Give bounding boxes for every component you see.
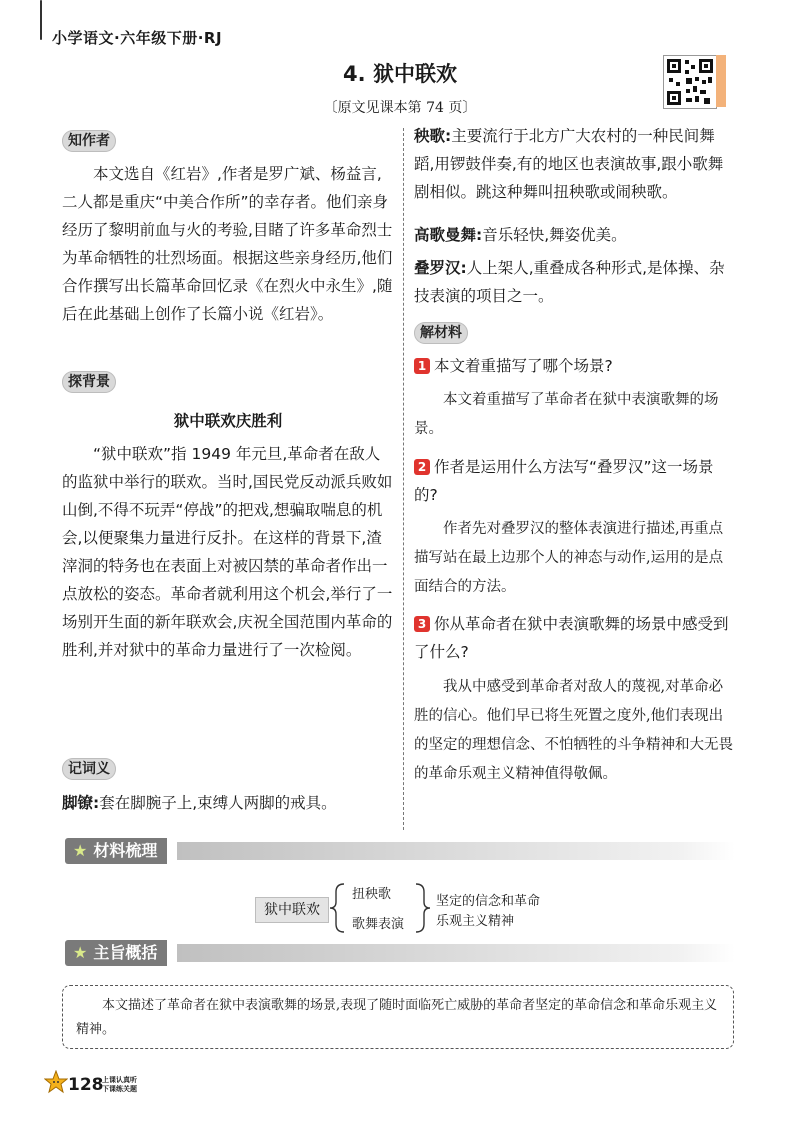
diagram-branch-2: 歌舞表演 (352, 917, 405, 932)
page-number: 128 (68, 1075, 104, 1095)
column-divider (403, 128, 404, 830)
word-definition: 人上架人,重叠成各种形式,是体操、杂技表演的项目之一。 (414, 259, 725, 305)
question-1 (414, 352, 734, 380)
star-icon: ★ (73, 841, 88, 860)
author-paragraph (62, 160, 394, 328)
word-entry-jiaoliao (62, 789, 394, 817)
answer-3: 我从中感受到革命者对敌人的蔑视,对革命必胜的信心。他们早已将生死置之度外,他们表现出的坚定的理想信念、不怕牺牲的斗争精神和大无畏的革命乐观主义精神值得敬佩。 (414, 679, 733, 782)
question-text: 本文着重描写了哪个场景? (434, 357, 613, 375)
tag-background: 探背景 (62, 371, 116, 393)
diagram-root: 狱中联欢 (255, 897, 329, 923)
tag-word-meaning: 记词义 (62, 758, 116, 780)
footer-slogan (102, 1076, 137, 1094)
section-fade-bar (177, 944, 735, 962)
corner-mark (40, 0, 42, 40)
section-label (65, 838, 167, 864)
section-theme-summary (65, 940, 735, 966)
tag-analyze-material: 解材料 (414, 322, 468, 344)
background-text: “狱中联欢”指 1949 年元旦,革命者在敌人的监狱中举行的联欢。当时,国民党反动派兵败如山倒,不得不玩弄“停战”的把戏,想骗取喘息的机会,以便聚集力量进行反扑。在这样的背景下,渣滓洞的特务也在表面上对被囚禁的革命者作出一点放松的姿态。革命者就利用这个机会,举行了一场别开生面的新年联欢会,庆祝全国范围内革命的胜利,并对狱中的革命力量进行了一次检阅。 (62, 445, 393, 659)
word-definition: 音乐轻快,舞姿优美。 (482, 226, 627, 244)
section-material-outline (65, 838, 735, 864)
word-entry-gaoge (414, 221, 734, 249)
star-icon: ★ (73, 943, 88, 962)
tag-know-author: 知作者 (62, 130, 116, 152)
question-3 (414, 610, 734, 666)
diagram-branch-1: 扭秧歌 (352, 887, 392, 902)
footer-slogan-line-1: 上课认真听 (102, 1076, 137, 1084)
left-brace-icon (328, 880, 348, 936)
star-mascot-icon (44, 1070, 68, 1096)
page-title: 4. 狱中联欢 (343, 62, 457, 86)
author-text: 本文选自《红岩》,作者是罗广斌、杨益言,二人都是重庆“中美合作所”的幸存者。他们亲身经历了黎明前血与火的考验,目睹了许多革命烈士为革命牺牲的壮烈场面。根据这些亲身经历,他们合作撰写出长篇革命回忆录《在烈火中永生》,随后在此基础上创作了长篇小说《红岩》。 (62, 165, 393, 323)
question-number-badge: 3 (414, 616, 430, 632)
section-label-text: 材料梳理 (93, 841, 158, 860)
section-label (65, 940, 167, 966)
word-term: 脚镣: (62, 794, 100, 812)
section-fade-bar (177, 842, 735, 860)
qr-code-icon[interactable] (663, 55, 717, 109)
background-paragraph (62, 440, 394, 664)
question-text: 作者是运用什么方法写“叠罗汉”这一场景的? (414, 458, 714, 504)
section-label-text: 主旨概括 (93, 943, 158, 962)
footer-slogan-line-2: 下课练关题 (102, 1085, 137, 1093)
word-definition: 套在脚腕子上,束缚人两脚的戒具。 (99, 794, 337, 812)
question-text: 你从革命者在狱中表演歌舞的场景中感受到了什么? (414, 615, 729, 661)
word-term: 秧歌: (414, 127, 452, 145)
word-definition: 主要流行于北方广大农村的一种民间舞蹈,用锣鼓伴奏,有的地区也表演故事,跟小歌舞剧相似。跳这种舞叫扭秧歌或闹秧歌。 (414, 127, 724, 201)
word-entry-yangge (414, 122, 734, 206)
page-subtitle: 〔原文见课本第 74 页〕 (323, 100, 477, 116)
running-head: 小学语文·六年级下册·RJ (52, 29, 223, 47)
diagram-result-line-2: 乐观主义精神 (436, 914, 515, 929)
right-brace-icon (412, 880, 432, 936)
qr-side-stripe (716, 55, 726, 107)
question-number-badge: 2 (414, 459, 430, 475)
word-entry-dieluohan (414, 254, 734, 310)
word-term: 高歌曼舞: (414, 226, 483, 244)
background-heading: 狱中联欢庆胜利 (173, 412, 283, 430)
word-term: 叠罗汉: (414, 259, 467, 277)
question-2 (414, 453, 734, 509)
question-number-badge: 1 (414, 358, 430, 374)
answer-1: 本文着重描写了革命者在狱中表演歌舞的场景。 (414, 392, 719, 437)
diagram-result-line-1: 坚定的信念和革命 (436, 894, 541, 909)
answer-2: 作者先对叠罗汉的整体表演进行描述,再重点描写站在最上边那个人的神态与动作,运用的是点面结合的方法。 (414, 521, 724, 595)
summary-text: 本文描述了革命者在狱中表演歌舞的场景,表现了随时面临死亡威胁的革命者坚定的革命信念和革命乐观主义精神。 (76, 998, 718, 1037)
